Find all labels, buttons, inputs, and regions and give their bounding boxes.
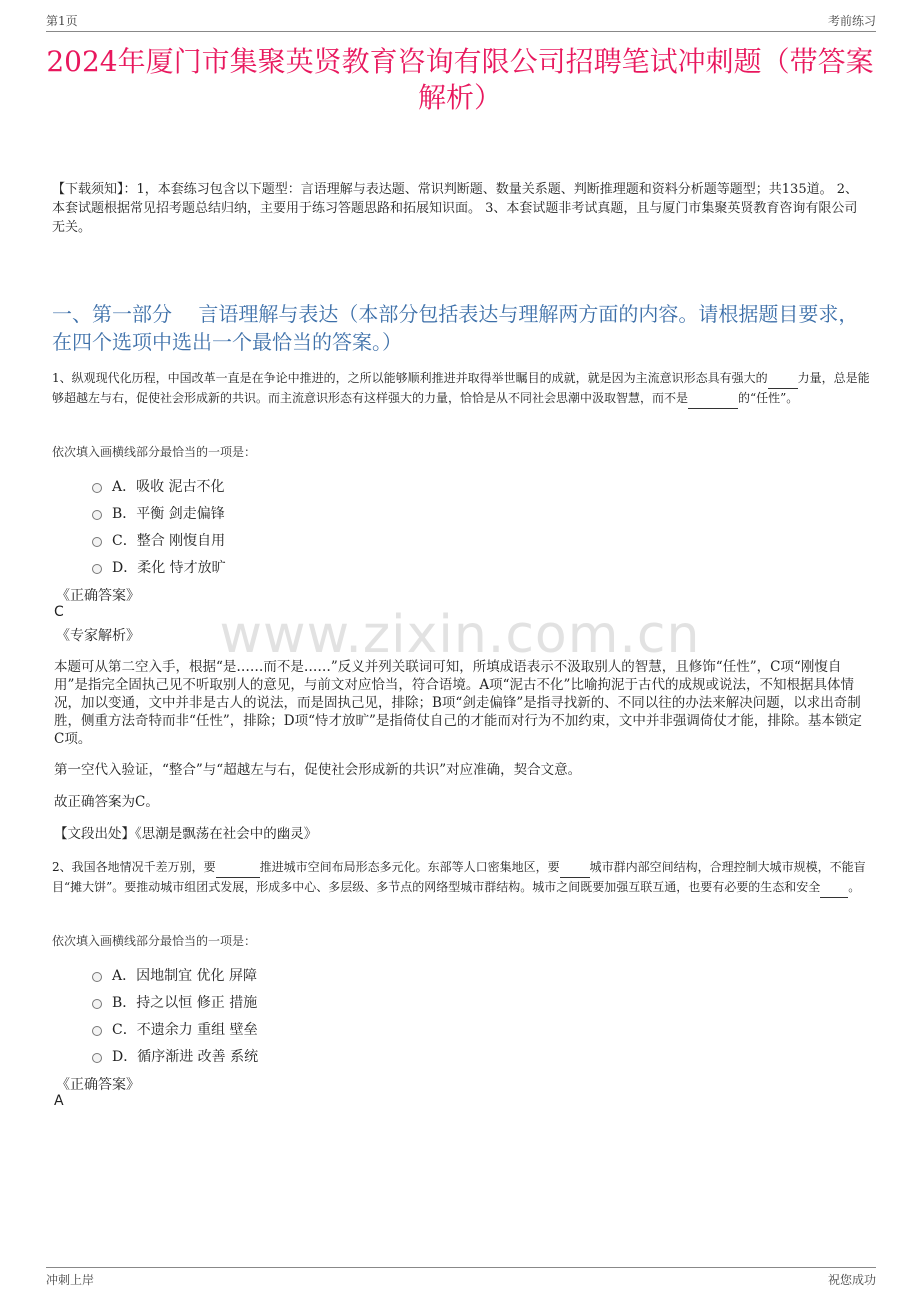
question-2-instruction: 依次填入画横线部分最恰当的一项是： xyxy=(52,934,257,948)
answer-label: 《正确答案》 xyxy=(56,1077,140,1093)
correct-answer: A xyxy=(54,1093,64,1109)
analysis-conclusion: 故正确答案为C。 xyxy=(54,794,159,810)
question-1-instruction: 依次填入画横线部分最恰当的一项是： xyxy=(52,445,257,459)
option-c[interactable]: C．不遗余力 重组 壁垒 xyxy=(92,1015,258,1042)
option-c[interactable]: C．整合 刚愎自用 xyxy=(92,526,226,553)
radio-icon[interactable] xyxy=(92,1026,102,1036)
section-heading: 一、第一部分 言语理解与表达（本部分包括表达与理解两方面的内容。请根据题目要求，在四个选项中选出一个最恰当的答案。） xyxy=(52,302,859,354)
blank-1 xyxy=(216,858,260,878)
answer-label: 《正确答案》 xyxy=(56,588,140,604)
radio-icon[interactable] xyxy=(92,537,102,547)
document-title: 2024年厦门市集聚英贤教育咨询有限公司招聘笔试冲刺题（带答案解析） xyxy=(46,45,874,114)
option-a[interactable]: A．吸收 泥古不化 xyxy=(92,472,226,499)
analysis-paragraph: 第一空代入验证，“整合”与“超越左与右，促使社会形成新的共识”对应准确，契合文意。 xyxy=(54,762,582,778)
option-d[interactable]: D．柔化 恃才放旷 xyxy=(92,553,226,580)
source-citation: 【文段出处】《思潮是飘荡在社会中的幽灵》 xyxy=(54,826,318,842)
blank-3 xyxy=(820,878,848,898)
analysis-label: 《专家解析》 xyxy=(56,628,140,644)
download-notice: 【下载须知】：1，本套练习包含以下题型：言语理解与表达题、常识判断题、数量关系题、判断推理题和资料分析题等题型；共135道。 2、本套试题根据常见招考题总结归纳，主要用于练习答题思路和拓展知识面。 3、本套试题非考试真题，且与厦门市集聚英贤教育咨询有限公司无关。 xyxy=(52,182,858,235)
question-1-stem: 1、纵观现代化历程，中国改革一直是在争论中推进的，之所以能够顺利推进并取得举世瞩目的成就，就是因为主流意识形态具有强大的 力量，总是能够超越左与右，促使社会形成新的共识。而主流意识形态有这样强大的力量，恰恰是从不同社会思潮中汲取智慧，而不是 的“任性”。 xyxy=(52,369,872,409)
option-d[interactable]: D．循序渐进 改善 系统 xyxy=(92,1042,258,1069)
page-header xyxy=(46,12,876,29)
header-divider xyxy=(46,31,876,32)
footer-divider xyxy=(46,1267,876,1268)
radio-icon[interactable] xyxy=(92,1053,102,1063)
header-label: 考前练习 xyxy=(827,14,876,28)
option-b[interactable]: B．平衡 剑走偏锋 xyxy=(92,499,226,526)
radio-icon[interactable] xyxy=(92,510,102,520)
option-a[interactable]: A．因地制宜 优化 屏障 xyxy=(92,961,258,988)
question-2-stem: 2、我国各地情况千差万别，要 推进城市空间布局形态多元化。东部等人口密集地区，要 城市群内部空间结构，合理控制大城市规模，不能盲目“摊大饼”。要推动城市组团式发展，形成多中心、多层级、多节点的网络型城市群结构。城市之间既要加强互联互通，也要有必要的生态和安全 。 xyxy=(52,858,872,898)
radio-icon[interactable] xyxy=(92,564,102,574)
radio-icon[interactable] xyxy=(92,483,102,493)
blank-2 xyxy=(688,389,738,409)
radio-icon[interactable] xyxy=(92,999,102,1009)
correct-answer: C xyxy=(54,604,64,620)
analysis-paragraph: 本题可从第二空入手，根据“是……而不是……”反义并列关联词可知，所填成语表示不汲取别人的智慧，且修饰“任性”，C项“刚愎自用”是指完全固执己见不听取别人的意见，与前文对应恰当，符合语境。A项“泥古不化”比喻拘泥于古代的成规或说法，不知根据具体情况，加以变通，文中并非是古人的说法，而是固执己见，排除；B项“剑走偏锋”是指寻找新的、不同以往的办法来解决问题，以求出奇制胜，侧重方法奇特而非“任性”，排除；D项“恃才放旷”是指倚仗自己的才能而对行为不加约束，文中并非强调倚仗才能，排除。基本锁定C项。 xyxy=(54,659,862,747)
footer-left: 冲刺上岸 xyxy=(46,1273,95,1287)
footer-right: 祝您成功 xyxy=(827,1273,876,1287)
blank-1 xyxy=(768,369,798,389)
option-b[interactable]: B．持之以恒 修正 措施 xyxy=(92,988,258,1015)
blank-2 xyxy=(560,858,590,878)
question-1-options xyxy=(92,472,226,580)
question-2-options xyxy=(92,961,258,1069)
watermark: www.zixin.com.cn xyxy=(219,605,701,665)
page-number: 第1页 xyxy=(46,14,78,28)
page-footer xyxy=(46,1271,876,1288)
radio-icon[interactable] xyxy=(92,972,102,982)
